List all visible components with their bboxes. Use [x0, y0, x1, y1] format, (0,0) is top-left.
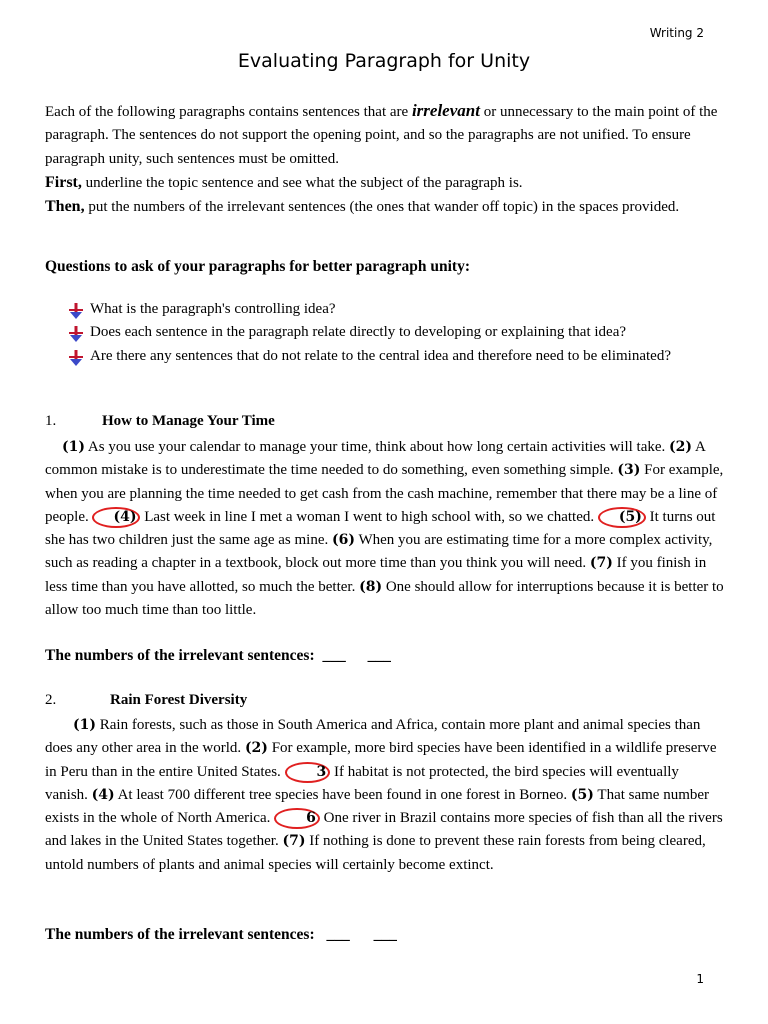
sentence-number: (7): [282, 833, 306, 850]
sentence-number: (5): [570, 786, 594, 803]
sentence-number: (2): [669, 439, 693, 455]
sentence-text: For example, when you are planning the time needed to get cash from the cash machine, remember that there may be a line of people.: [45, 462, 724, 525]
answer-label: The numbers of the irrelevant sentences:: [45, 647, 315, 664]
sentence-text: As you use your calendar to manage your time, think about how long certain activities will take.: [85, 439, 670, 455]
page-title: Evaluating Paragraph for Unity: [237, 50, 531, 72]
sentence-text: If nothing is done to prevent these rain forests from being cleared, untold numbers of plants and animal species will certainly become extinct.: [45, 833, 706, 873]
section-2-paragraph: [45, 714, 725, 877]
questions-list: [68, 298, 718, 368]
down-arrow-icon: [68, 298, 90, 321]
section-1-answer: [45, 647, 391, 665]
sentence-number: (3): [617, 462, 641, 479]
question-1: What is the paragraph's controlling idea?: [90, 301, 336, 317]
section-2-number: 2.: [45, 692, 57, 708]
sentence-number: (1): [73, 717, 96, 733]
answer-blank[interactable]: ___: [322, 647, 346, 664]
section-1-number: 1.: [45, 413, 57, 429]
first-text: underline the topic sentence and see what the subject of the paragraph is.: [81, 174, 523, 191]
sentence-number: (6): [332, 532, 356, 549]
course-label: Writing 2: [649, 26, 704, 40]
sentence-text: For example, more bird species have been identified in a wildlife preserve in Peru than in the entire United States.: [45, 740, 717, 780]
sentence-number: (8): [359, 578, 383, 595]
answer-blank[interactable]: ___: [367, 647, 391, 664]
section-2-title: Rain Forest Diversity: [110, 692, 248, 708]
intro-text-1: Each of the following paragraphs contains sentences that are: [45, 104, 412, 120]
sentence-text: If habitat is not protected, the bird species will eventually vanish.: [45, 763, 679, 803]
section-2-heading: [45, 692, 247, 709]
sentence-text: Last week in line I met a woman I went to high school with, so we chatted.: [140, 508, 598, 525]
down-arrow-icon: [68, 321, 90, 344]
answer-blank[interactable]: ___: [373, 926, 397, 943]
question-3: Are there any sentences that do not relate to the central idea and therefore need to be eliminated?: [90, 347, 671, 364]
circled-sentence-number: 6: [274, 808, 320, 829]
section-1-paragraph: [45, 436, 725, 622]
circled-sentence-number: (5): [598, 507, 646, 528]
circled-sentence-number: (4): [92, 507, 140, 528]
answer-blank[interactable]: ___: [326, 926, 350, 943]
down-arrow-icon: [68, 345, 90, 368]
sentence-number: (1): [62, 439, 85, 455]
intro-text-2: or unnecessary to the main point of the paragraph. The sentences do not support the opening point, and so the paragraphs are not unified. To ensure paragraph unity, such sentences must be omitted.: [45, 104, 718, 167]
sentence-text: If you finish in less time than you have allotted, so much the better.: [45, 555, 707, 595]
answer-label: The numbers of the irrelevant sentences:: [45, 926, 315, 943]
list-item: [68, 321, 718, 344]
sentence-text: At least 700 different tree species have been found in one forest in Borneo.: [114, 786, 571, 803]
question-2: Does each sentence in the paragraph relate directly to developing or explaining that idea?: [90, 324, 627, 341]
then-text: put the numbers of the irrelevant sentences (the ones that wander off topic) in the spaces provided.: [84, 199, 680, 216]
then-label: Then,: [45, 198, 85, 216]
sentence-text: That same number exists in the whole of North America.: [45, 786, 710, 827]
sentence-number: (4): [91, 786, 115, 803]
sentence-number: (7): [589, 555, 613, 572]
list-item: [68, 298, 718, 321]
section-1-heading: [45, 413, 275, 430]
list-item: [68, 345, 718, 368]
sentence-text: One river in Brazil contains more species of fish than all the rivers and lakes in the United States together.: [45, 810, 723, 850]
sentence-text: When you are estimating time for a more complex activity, such as reading a chapter in a textbook, block out more time than you think you will need.: [45, 532, 713, 572]
sentence-text: It turns out she has two children just the same age as mine.: [45, 508, 716, 549]
intro-paragraph: [45, 99, 725, 219]
questions-heading: Questions to ask of your paragraphs for better paragraph unity:: [45, 258, 470, 275]
sentence-text: Rain forests, such as those in South America and Africa, contain more plant and animal species than does any other area in the world.: [45, 717, 701, 757]
sentence-number: (2): [244, 740, 268, 757]
page-number: 1: [696, 972, 704, 986]
circled-sentence-number: 3: [285, 762, 331, 783]
intro-emphasis: irrelevant: [411, 101, 480, 120]
section-2-answer: [45, 926, 397, 944]
first-label: First,: [45, 173, 82, 191]
sentence-text: A common mistake is to underestimate the time needed to do something, even something simple.: [45, 439, 705, 479]
section-1-title: How to Manage Your Time: [102, 413, 275, 429]
sentence-text: One should allow for interruptions because it is better to allow too much time than too little.: [45, 578, 724, 619]
